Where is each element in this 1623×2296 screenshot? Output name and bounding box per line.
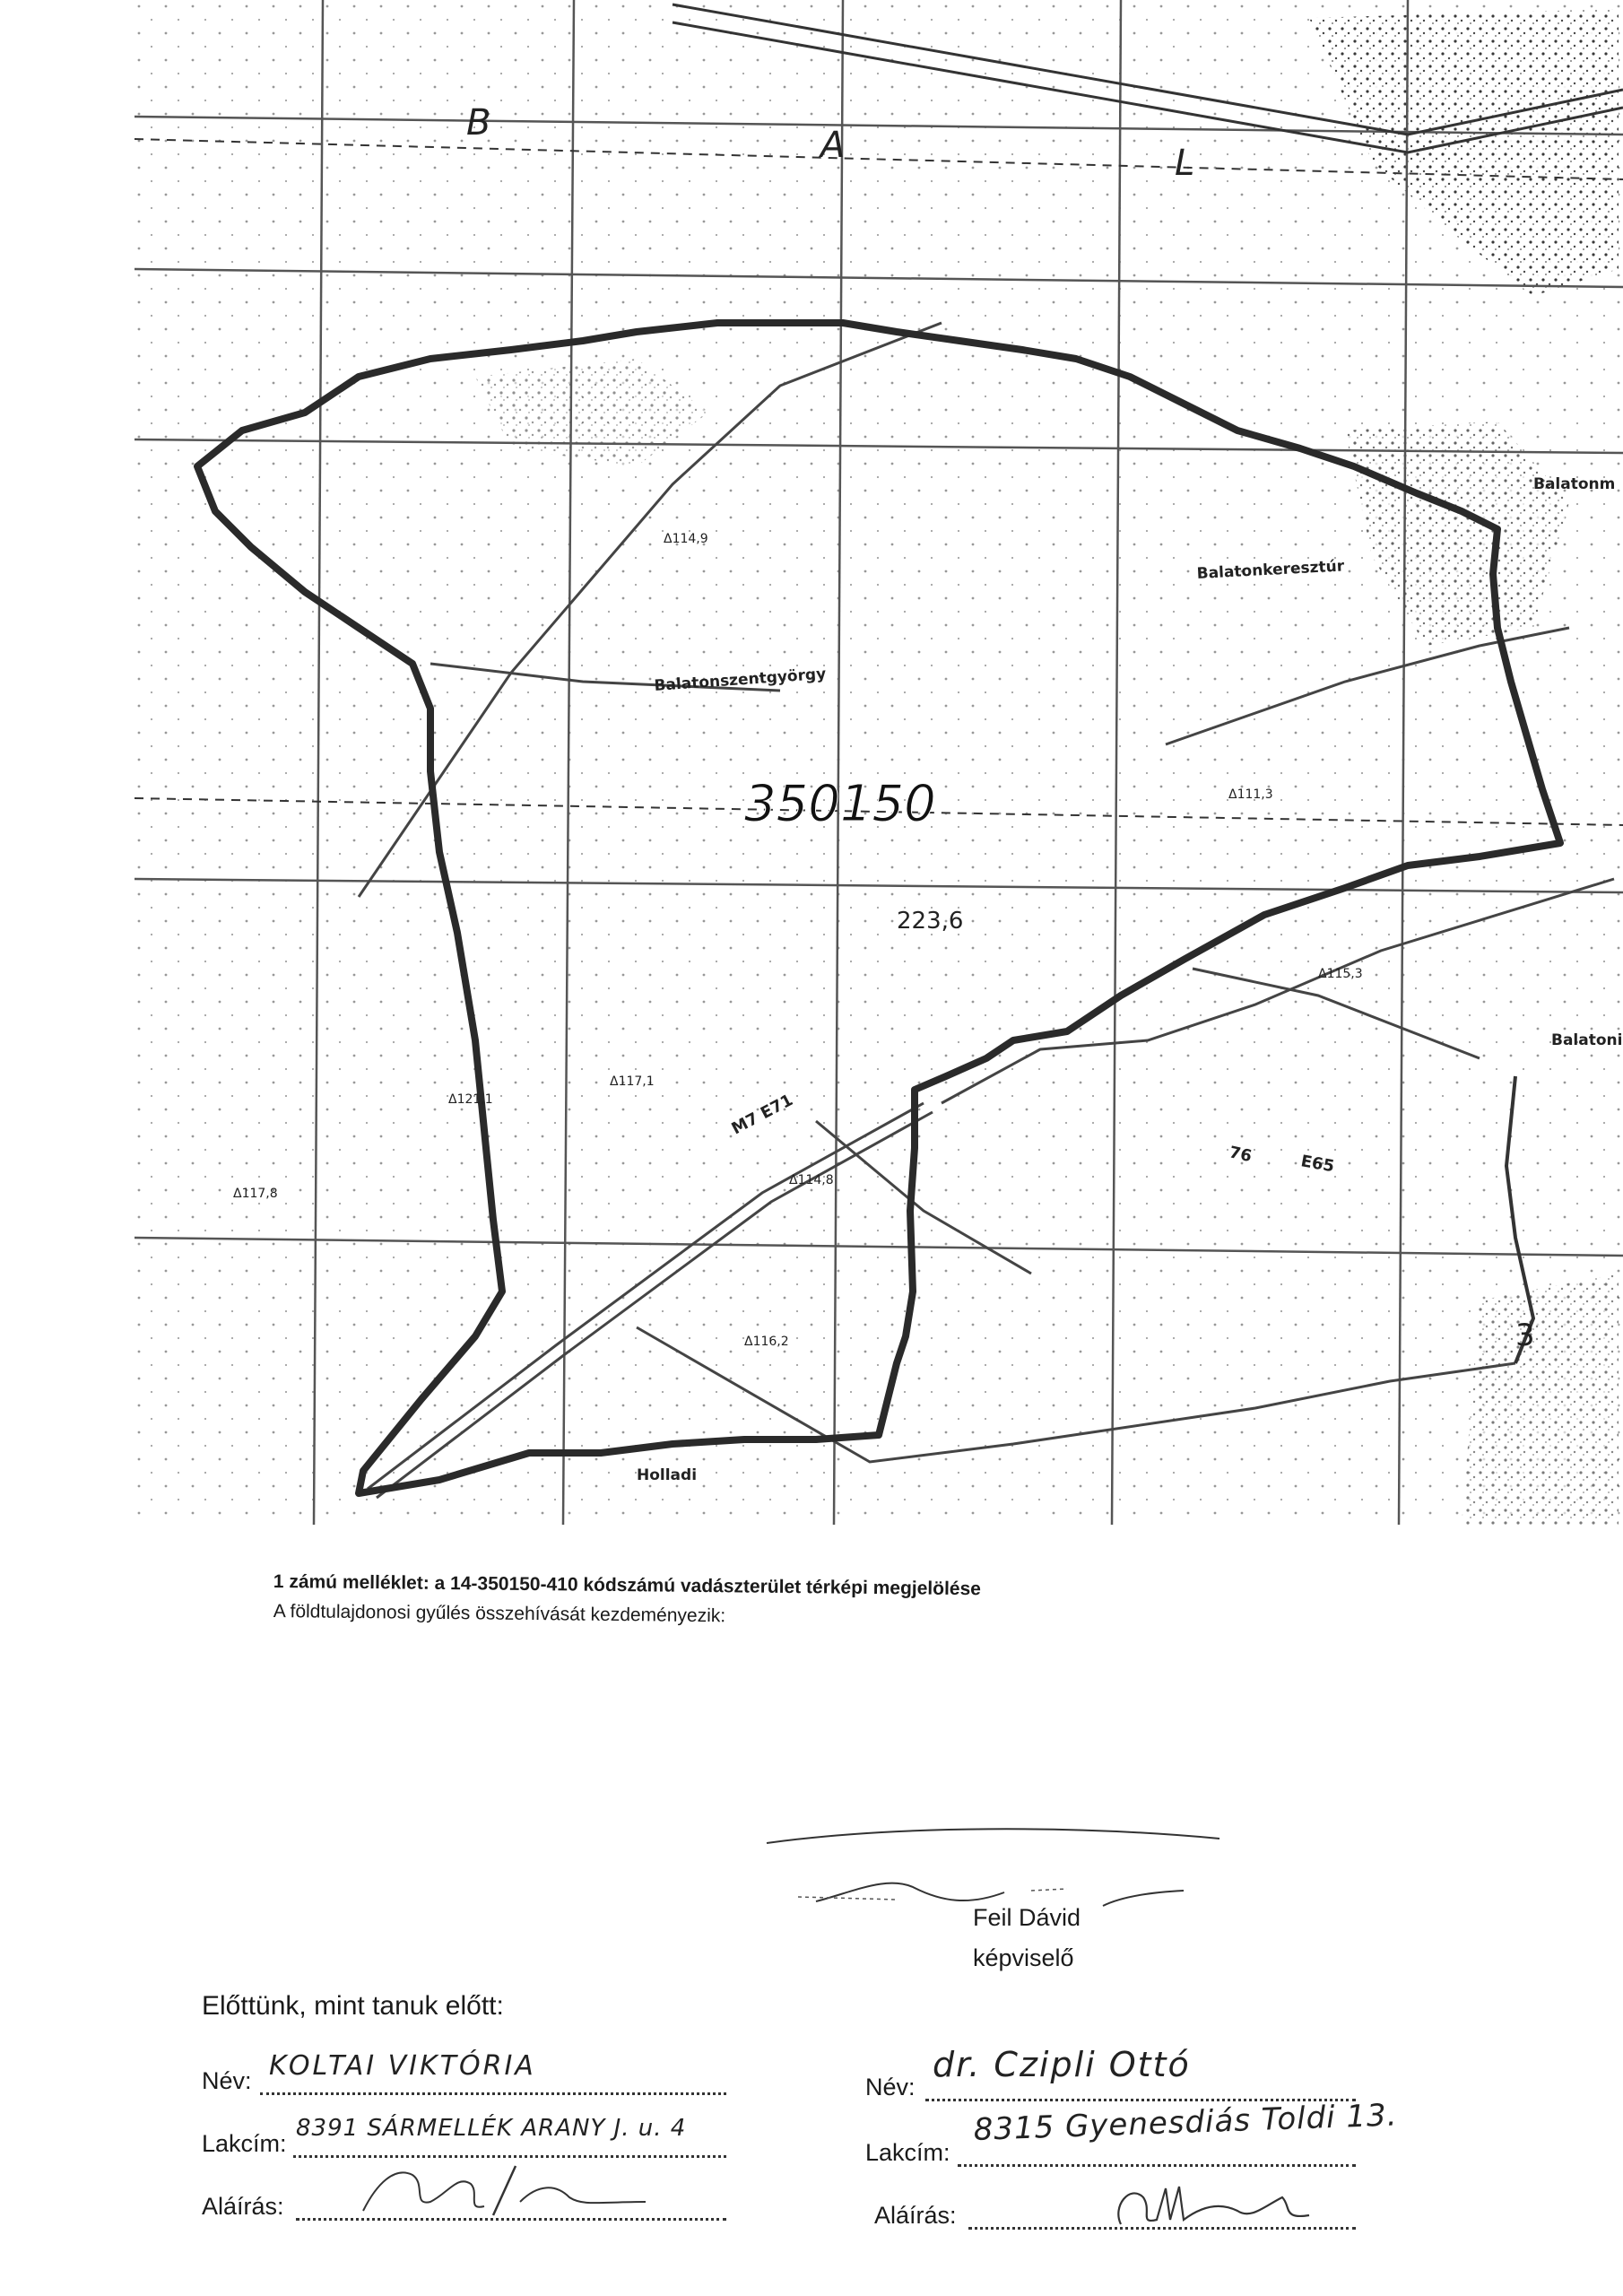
left-signature [359, 2157, 655, 2224]
annex-caption: 1 zámú melléklet: a 14-350150-410 kódszámú vadászterület térképi megjelölése [273, 1571, 982, 1600]
right-signature [1103, 2170, 1318, 2233]
left-name-label: Név: [202, 2067, 252, 2094]
left-name-value: KOLTAI VIKTÓRIA [269, 2050, 536, 2082]
place-balatonszentgyorgy: Balatonszentgyörgy [653, 665, 827, 695]
representative-role: képviselő [973, 1944, 1074, 1971]
left-address-label: Lakcím: [202, 2130, 287, 2157]
map-letter-a: A [820, 125, 846, 166]
survey-point-1: Δ114,9 [664, 532, 708, 546]
right-address-label: Lakcím: [865, 2139, 950, 2166]
left-name-line [260, 2092, 726, 2095]
survey-point-6: Δ114,8 [789, 1173, 834, 1187]
place-balatoni: Balatoni [1551, 1031, 1623, 1049]
elevation-label: 223,6 [897, 908, 964, 935]
survey-point-4: Δ115,3 [1318, 967, 1363, 981]
area-code-label: 350150 [744, 775, 936, 833]
hunting-area-map [135, 0, 1623, 1543]
witnesses-title: Előttünk, mint tanuk előtt: [202, 1991, 504, 2021]
right-address-value: 8315 Gyenesdiás Toldi 13. [973, 2097, 1399, 2148]
survey-point-8: Δ117,8 [233, 1187, 278, 1201]
corner-mark: 3 [1515, 1318, 1535, 1353]
place-balatonm: Balatonm [1533, 475, 1616, 493]
representative-signature [762, 1821, 1228, 1910]
survey-point-5: Δ117,1 [610, 1074, 655, 1089]
road-label-e65: E65 [1299, 1152, 1336, 1177]
survey-point-7: Δ116,2 [744, 1335, 789, 1349]
road-label-76: 76 [1227, 1143, 1254, 1167]
left-signature-label: Aláírás: [202, 2193, 284, 2220]
initiators-caption: A földtulajdonosi gyűlés összehívását kezdeményezik: [273, 1601, 726, 1627]
right-name-label: Név: [865, 2074, 916, 2100]
right-signature-label: Aláírás: [874, 2202, 957, 2229]
map-letter-l: L [1175, 143, 1195, 184]
road-label-m7: M7 E71 [728, 1091, 796, 1139]
place-holladi: Holladi [637, 1466, 698, 1484]
place-balatonkeresztur: Balatonkeresztúr [1196, 557, 1345, 583]
right-address-line [958, 2164, 1356, 2167]
right-name-value: dr. Czipli Ottó [933, 2045, 1191, 2084]
survey-point-3: Δ121,1 [448, 1092, 493, 1107]
left-address-value: 8391 SÁRMELLÉK ARANY J. u. 4 [296, 2115, 687, 2142]
representative-name: Feil Dávid [973, 1904, 1081, 1931]
map-letter-b: B [466, 102, 491, 144]
survey-point-2: Δ111,3 [1228, 787, 1273, 802]
